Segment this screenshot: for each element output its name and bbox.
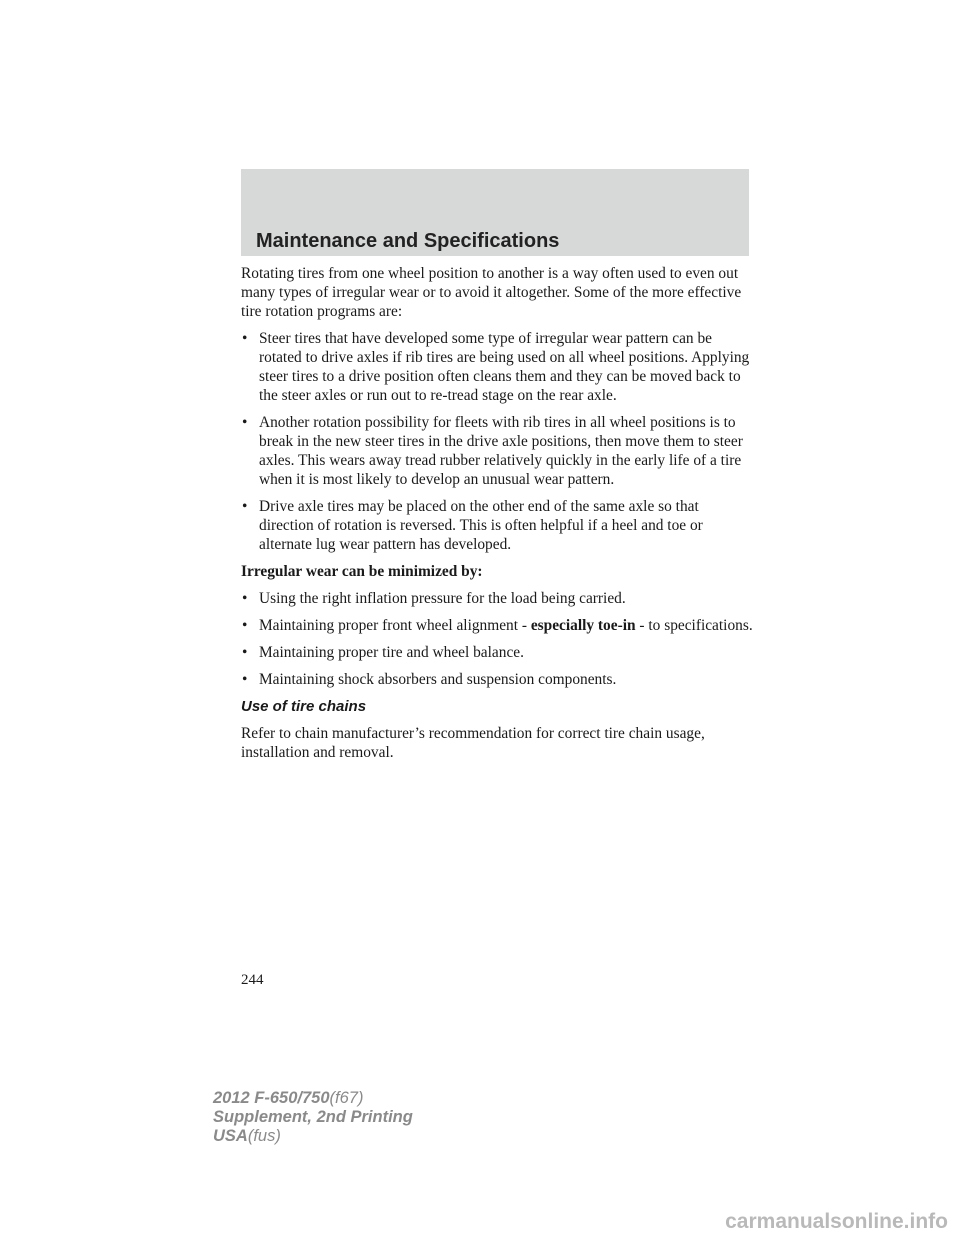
bullet-icon: •	[242, 644, 248, 661]
list-item-text: - to specifications.	[635, 617, 753, 634]
list-item	[241, 589, 753, 608]
bullet-icon: •	[242, 414, 248, 431]
page-content	[241, 264, 753, 770]
print-footer	[213, 1089, 413, 1146]
list-item-text: Another rotation possibility for fleets with rib tires in all wheel positions is to break in the new steer tires in the drive axle positions, then move them to steer axles. This wears away tread rubber relatively quickly in the early life of a tire when it is most likely to develop an unusual wear pattern.	[259, 414, 743, 488]
list-item-text: Maintaining proper tire and wheel balance.	[259, 644, 524, 661]
irregular-wear-heading: Irregular wear can be minimized by:	[241, 563, 483, 580]
list-item-text: Using the right inflation pressure for the load being carried.	[259, 590, 626, 607]
list-item	[241, 616, 753, 635]
tire-chains-heading: Use of tire chains	[241, 698, 367, 715]
rotation-list	[241, 329, 753, 554]
footer-model: 2012 F-650/750	[213, 1089, 330, 1107]
bullet-icon: •	[242, 498, 248, 515]
list-item	[241, 329, 753, 405]
list-item-text: Drive axle tires may be placed on the other end of the same axle so that direction of rotation is reversed. This is often helpful if a heel and toe or alternate lug wear pattern has developed.	[259, 498, 703, 553]
section-title: Maintenance and Specifications	[256, 230, 560, 252]
site-watermark: carmanualsonline.info	[725, 1210, 948, 1233]
list-item	[241, 497, 753, 554]
footer-edition: Supplement, 2nd Printing	[213, 1108, 413, 1126]
footer-model-code: (f67)	[329, 1089, 364, 1107]
emphasis-text: especially toe-in	[530, 617, 636, 634]
footer-line-model	[213, 1089, 413, 1108]
list-item-text: Steer tires that have developed some type of irregular wear pattern can be rotated to drive axles if rib tires are being used on all wheel positions. Applying steer tires to a drive position often cleans them and they can be moved back to the steer axles or run out to re-tread stage on the rear axle.	[259, 330, 750, 404]
irregular-wear-list	[241, 589, 753, 689]
list-item-text: Maintaining shock absorbers and suspension components.	[259, 671, 617, 688]
bullet-icon: •	[242, 617, 248, 634]
footer-region: USA	[213, 1127, 248, 1145]
list-item	[241, 413, 753, 489]
list-item	[241, 643, 753, 662]
page-number: 244	[241, 972, 264, 988]
footer-region-code: (fus)	[247, 1127, 281, 1145]
list-item	[241, 670, 753, 689]
list-item-text: Maintaining proper front wheel alignment -	[259, 617, 531, 634]
footer-line-region	[213, 1127, 413, 1146]
tire-chains-paragraph: Refer to chain manufacturer’s recommendation for correct tire chain usage, installation and removal.	[241, 725, 705, 761]
bullet-icon: •	[242, 330, 248, 347]
intro-paragraph: Rotating tires from one wheel position to another is a way often used to even out many types of irregular wear or to avoid it altogether. Some of the more effective tire rotation programs are:	[241, 265, 742, 320]
section-header-band	[241, 169, 749, 256]
bullet-icon: •	[242, 671, 248, 688]
bullet-icon: •	[242, 590, 248, 607]
